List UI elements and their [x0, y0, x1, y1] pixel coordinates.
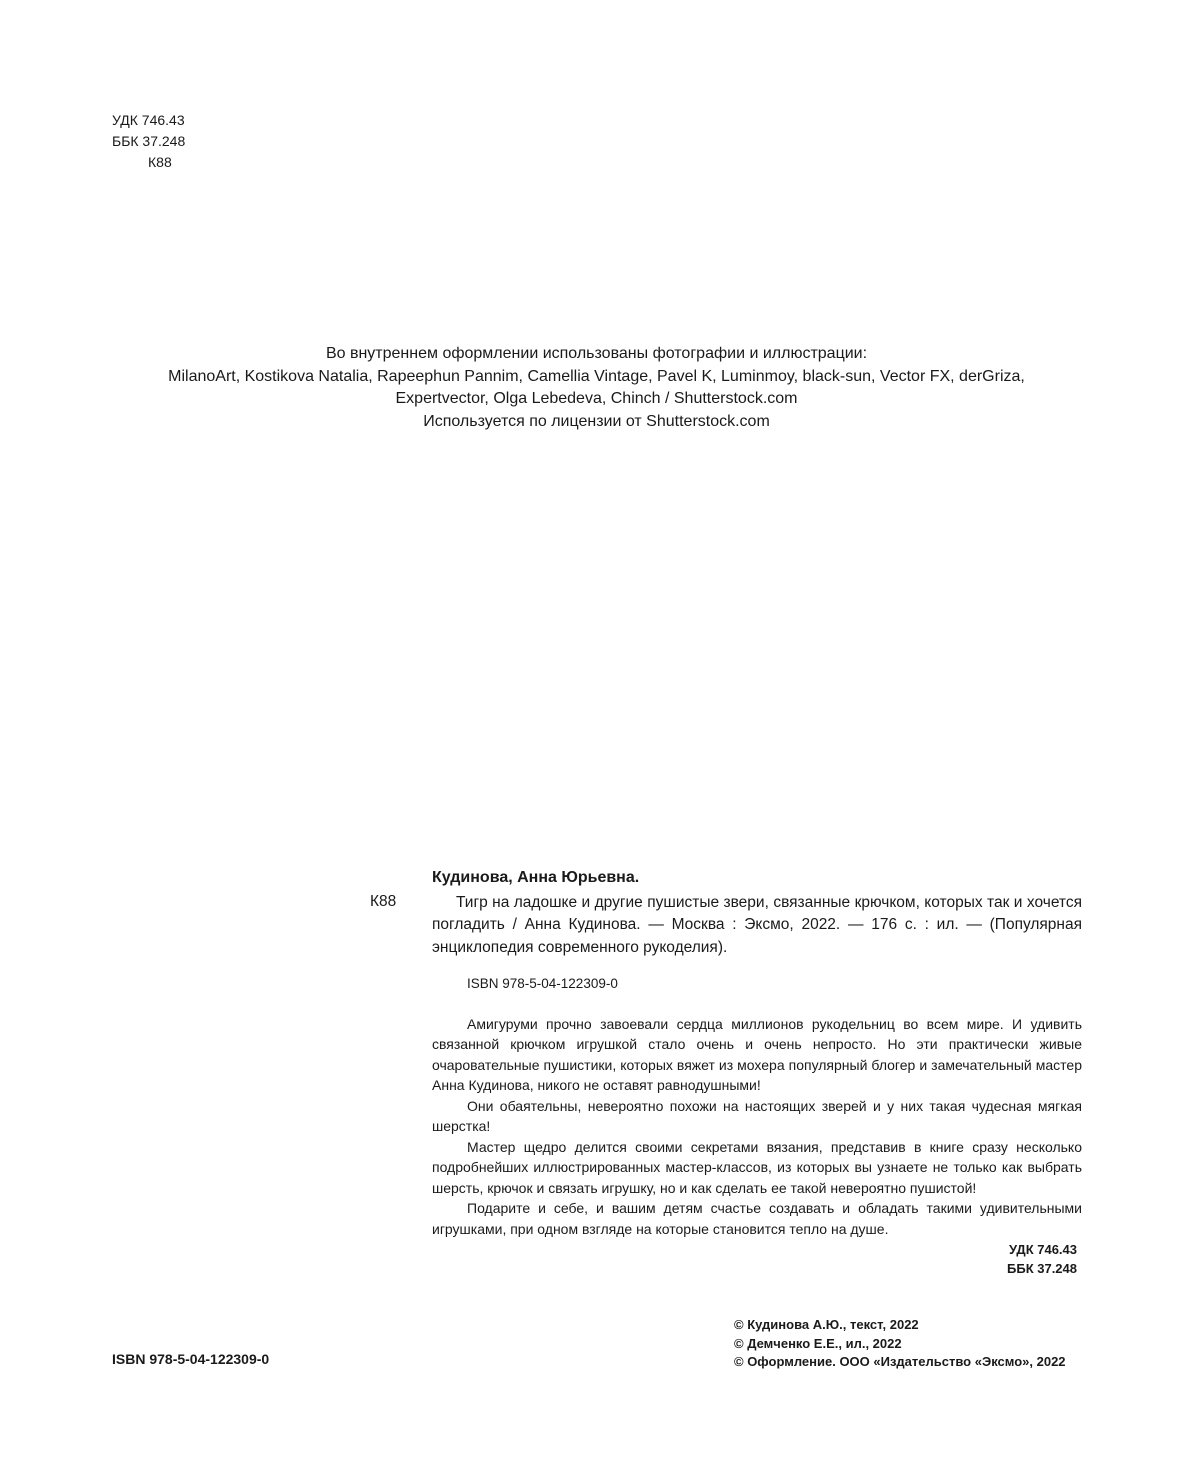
copyright-line: © Оформление. ООО «Издательство «Эксмо», 2022: [734, 1354, 1066, 1369]
udk-code: УДК 746.43: [112, 112, 185, 128]
catalog-isbn: ISBN 978-5-04-122309-0: [467, 976, 618, 991]
catalog-description: Тигр на ладошке и другие пушистые звери, связанные крючком, которых так и хочется погладить / Анна Кудинова. — Москва : Эксмо, 2022. — 176 с. : ил. — (Популярная энциклопедия современного рукоделия).: [432, 893, 1082, 956]
catalog-author-mark: К88: [370, 893, 397, 910]
catalog-author: Кудинова, Анна Юрьевна.: [432, 869, 640, 886]
bbk-code: ББК 37.248: [112, 133, 186, 149]
annotation-paragraph: Подарите и себе, и вашим детям счастье создавать и обладать такими удивительными игрушками, при одном взгляде на которые становится тепло на душе.: [432, 1200, 1082, 1237]
copyright-line: © Кудинова А.Ю., текст, 2022: [734, 1317, 919, 1332]
annotation: [432, 1014, 1082, 1240]
annotation-paragraph: Мастер щедро делится своими секретами вязания, представив в книге сразу несколько подробнейших иллюстрированных мастер-классов, из которых вы узнаете не только как выбрать шерсть, крючок и связать игрушку, но и как сделать ее такой невероятно пушистой!: [432, 1138, 1082, 1196]
annotation-paragraph: Амигуруми прочно завоевали сердца миллионов рукодельниц во всем мире. И удивить связанной крючком игрушкой стало очень и очень непросто. Но эти практически живые очаровательные пушистики, которых вяжет из мохера популярный блогер и замечательный мастер Анна Кудинова, никого не оставят равнодушными!: [432, 1015, 1082, 1093]
credits-line: Во внутреннем оформлении использованы фотографии и иллюстрации:: [325, 345, 868, 362]
catalog-udk: УДК 746.43: [1009, 1242, 1077, 1257]
header-codes: [112, 110, 185, 173]
catalog-bbk: ББК 37.248: [1007, 1260, 1077, 1276]
credits-line: MilanoArt, Kostikova Natalia, Rapeephun Pannim, Camellia Vintage, Pavel K, Luminmoy, black-sun, Vector FX, derGriza,: [168, 367, 1025, 385]
image-credits: [0, 343, 1193, 433]
annotation-paragraph: Они обаятельны, невероятно похожи на настоящих зверей и у них такая чудесная мягкая шерстка!: [432, 1097, 1082, 1134]
copyright-block: [734, 1316, 1066, 1372]
catalog-card: [432, 867, 1082, 1278]
credits-line: Используется по лицензии от Shutterstock.com: [423, 412, 770, 430]
author-mark: К88: [148, 154, 172, 170]
copyright-line: © Демченко Е.Е., ил., 2022: [734, 1335, 902, 1351]
credits-line: Expertvector, Olga Lebedeva, Chinch / Shutterstock.com: [395, 390, 798, 407]
catalog-codes: [432, 1241, 1082, 1278]
footer-isbn: ISBN 978-5-04-122309-0: [112, 1351, 270, 1367]
